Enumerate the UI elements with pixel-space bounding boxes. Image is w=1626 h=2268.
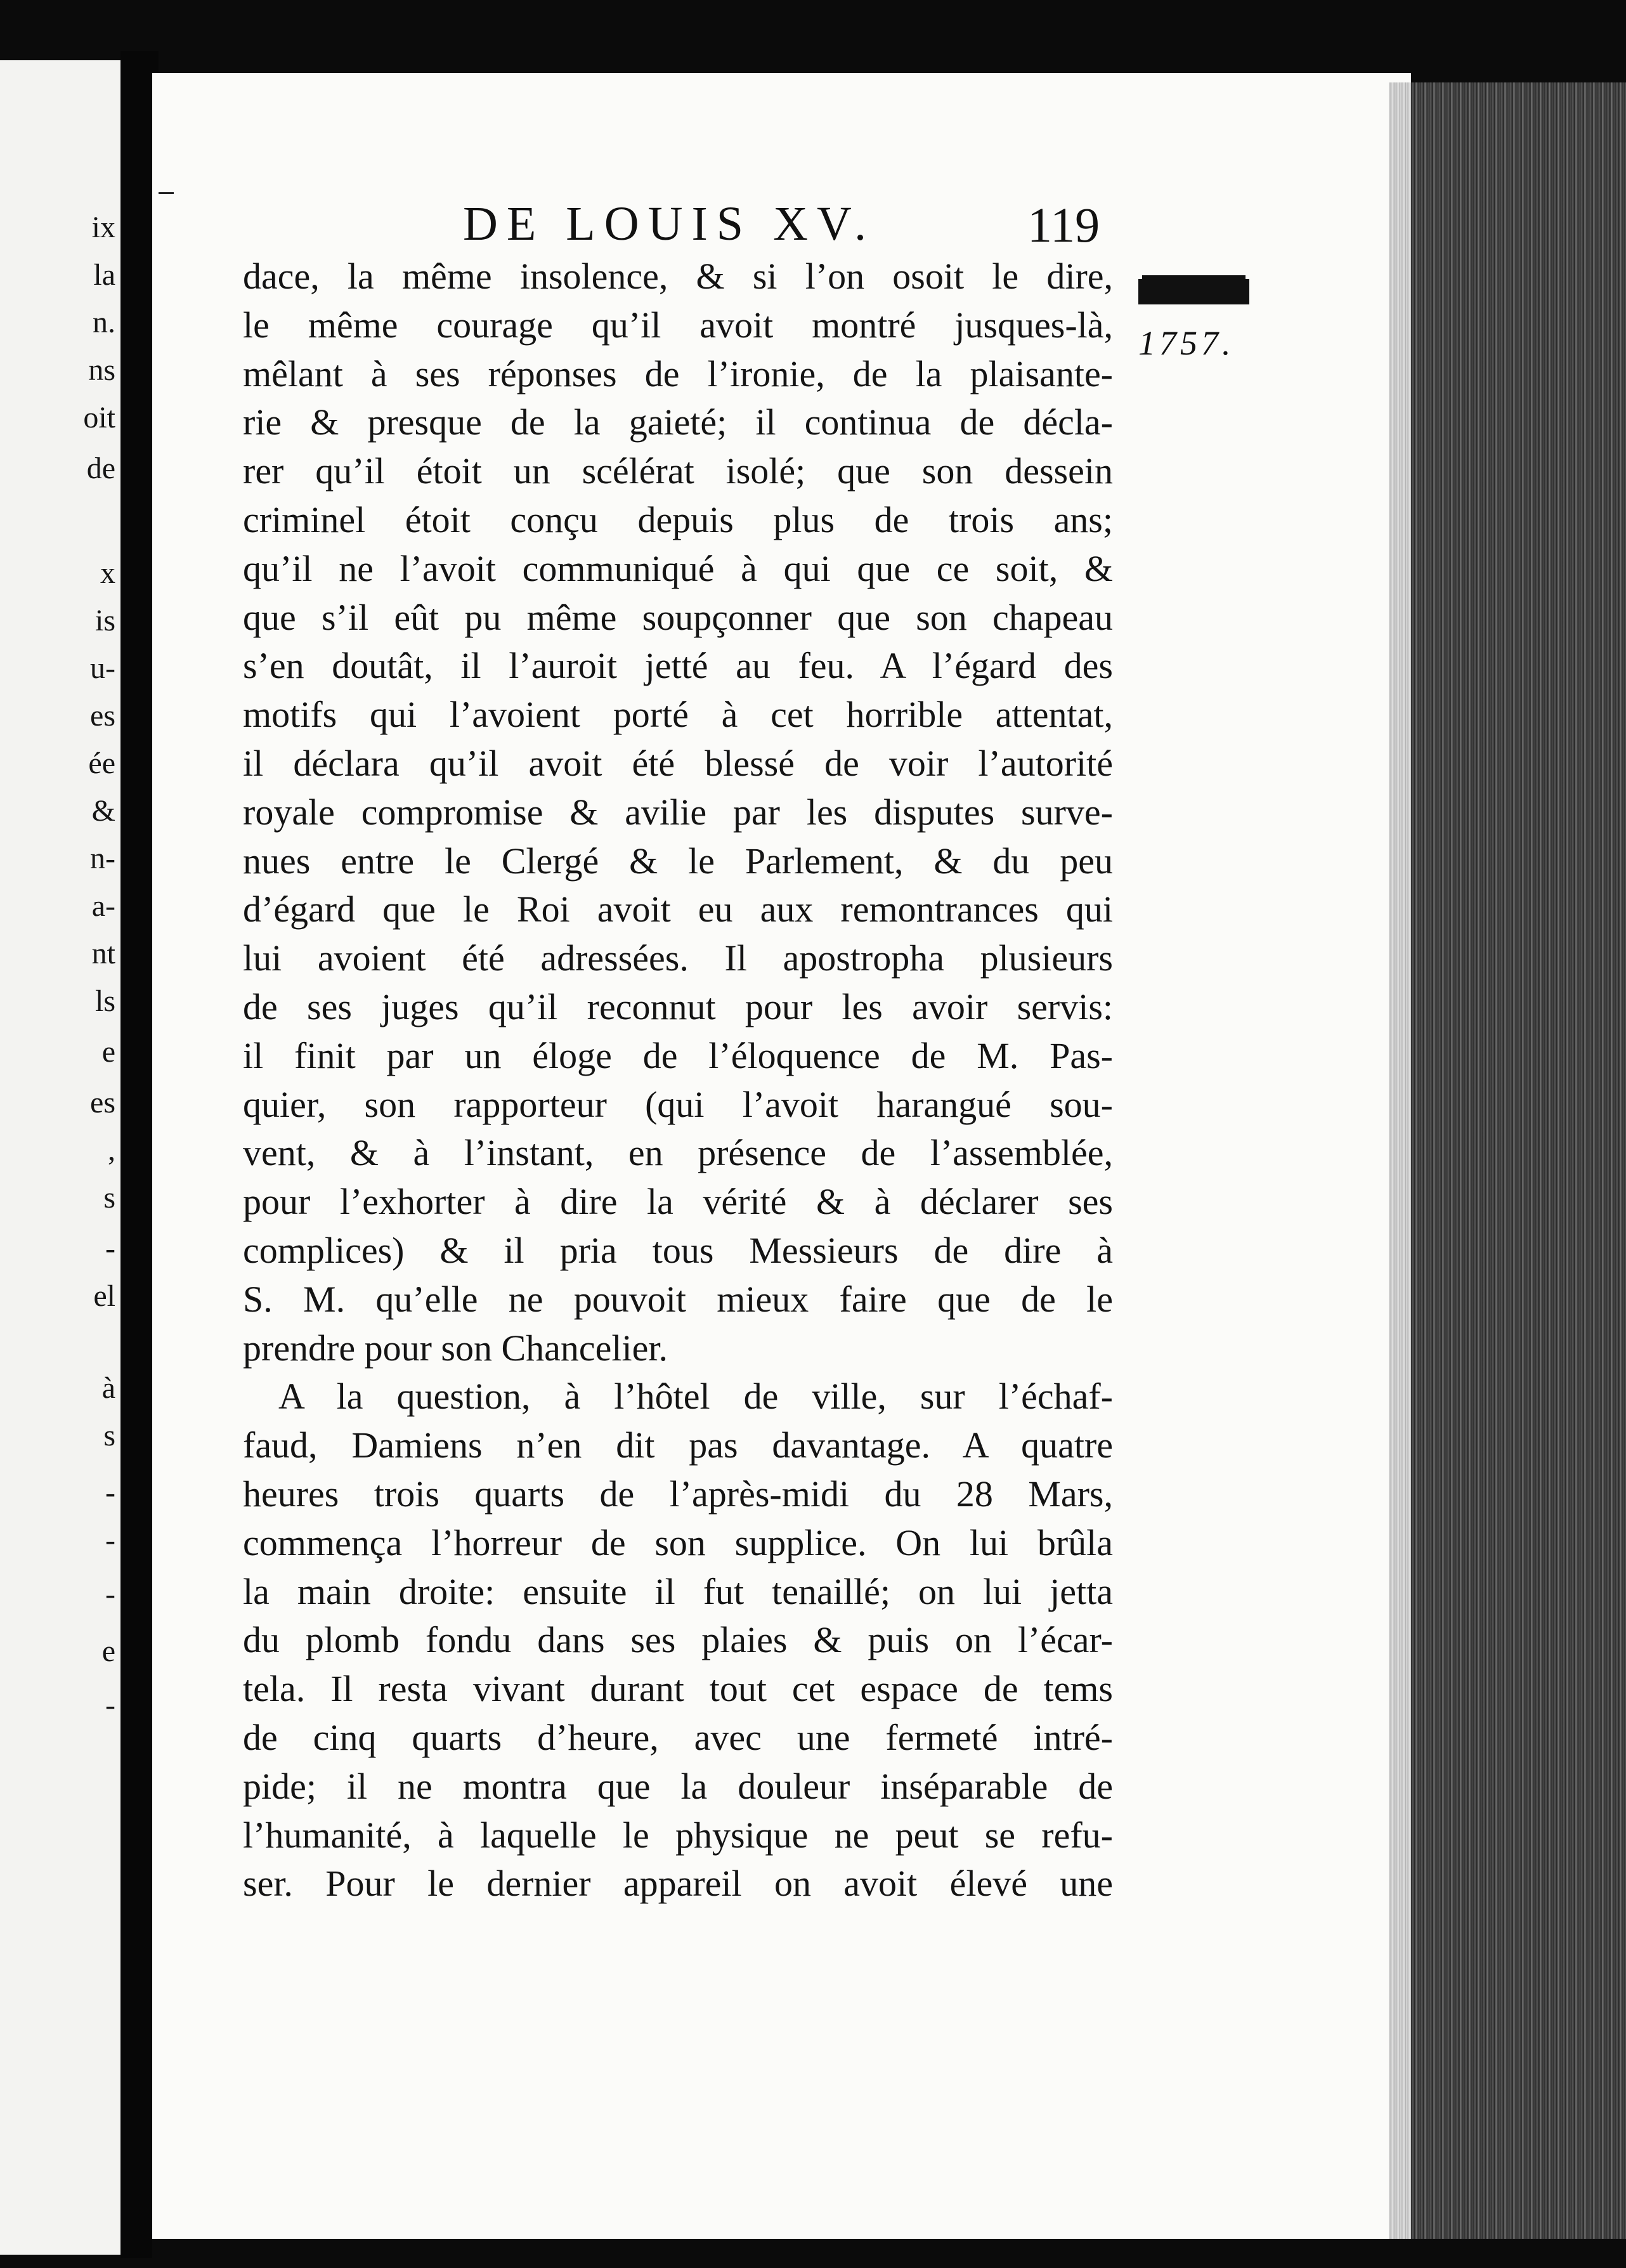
text-line: il déclara qu’il avoit été blessé de voir l’autorité [243, 742, 1113, 784]
left-page-text-fragment: ix [91, 211, 115, 244]
text-line: complices) & il pria tous Messieurs de dire à [243, 1229, 1113, 1271]
left-page-text-fragment: es [90, 1086, 115, 1119]
left-page-text-fragment: x [100, 556, 115, 590]
text-line: tela. Il resta vivant durant tout cet espace de tems [243, 1668, 1113, 1710]
text-line: d’égard que le Roi avoit eu aux remontrances qui [243, 889, 1113, 930]
left-page-text-fragment: n- [90, 842, 115, 875]
left-page-text-fragment: e [101, 1035, 115, 1069]
left-page-text-fragment: el [93, 1279, 115, 1313]
text-line: vent, & à l’instant, en présence de l’assemblée, [243, 1132, 1113, 1174]
left-page-text-fragment: ls [94, 984, 115, 1018]
text-line: pide; il ne montra que la douleur inséparable de [243, 1765, 1113, 1807]
left-page-text-fragment: oit [83, 401, 115, 434]
page-number: 119 [1027, 197, 1100, 252]
left-page-text-fragment: s [103, 1419, 115, 1452]
left-page-text-fragment: u- [90, 651, 115, 685]
left-page-text-fragment: a- [91, 889, 115, 923]
text-line: la main droite: ensuite il fut tenaillé; on lui jetta [243, 1570, 1113, 1612]
text-line: S. M. qu’elle ne pouvoit mieux faire que de le [243, 1278, 1113, 1320]
text-line: faud, Damiens n’en dit pas davantage. A quatre [243, 1424, 1113, 1466]
running-head: DE LOUIS XV. [463, 197, 876, 251]
left-page-text-fragment: & [91, 794, 115, 828]
left-page-text-fragment: - [105, 1577, 115, 1611]
text-line: dace, la même insolence, & si l’on osoit le dire, [243, 256, 1113, 297]
text-line: mêlant à ses réponses de l’ironie, de la plaisante- [243, 353, 1113, 394]
left-page-text-fragment: à [101, 1371, 115, 1405]
left-page-text-fragment: , [108, 1133, 115, 1167]
text-line: du plomb fondu dans ses plaies & puis on l’écar- [243, 1619, 1113, 1661]
text-line: s’en doutât, il l’auroit jetté au feu. A l’égard des [243, 645, 1113, 687]
text-line: A la question, à l’hôtel de ville, sur l’échaf- [278, 1376, 1113, 1418]
text-line: quier, son rapporteur (qui l’avoit harangué sou- [243, 1083, 1113, 1125]
left-page-text-fragment: - [105, 1232, 115, 1265]
left-page-text-fragment: la [93, 258, 115, 292]
left-page-text-fragment: ée [88, 746, 115, 780]
text-line: de cinq quarts d’heure, avec une fermeté intré- [243, 1716, 1113, 1758]
left-page-text-fragment: de [86, 452, 115, 485]
text-line: que s’il eût pu même soupçonner que son chapeau [243, 596, 1113, 638]
previous-page-fragment [0, 60, 124, 2255]
text-line: rie & presque de la gaieté; il continua de décla- [243, 401, 1113, 443]
left-page-text-fragment: n. [93, 306, 115, 339]
text-line: nues entre le Clergé & le Parlement, & du peu [243, 840, 1113, 882]
text-line: rer qu’il étoit un scélérat isolé; que son dessein [243, 450, 1113, 492]
text-line: il finit par un éloge de l’éloquence de M. Pas- [243, 1034, 1113, 1076]
text-line: commença l’horreur de son supplice. On lui brûla [243, 1522, 1113, 1563]
text-line: heures trois quarts de l’après-midi du 28 Mars, [243, 1473, 1113, 1515]
left-page-text-fragment: - [105, 1688, 115, 1722]
text-line: l’humanité, à laquelle le physique ne peut se refu- [243, 1814, 1113, 1856]
body-text [243, 252, 1113, 1908]
left-page-text-fragment: s [103, 1181, 115, 1215]
marginal-year: 1757. [1138, 324, 1235, 362]
ink-mark [159, 192, 174, 194]
left-page-text-fragment: - [105, 1523, 115, 1557]
text-line: lui avoient été adressées. Il apostropha plusieurs [243, 937, 1113, 979]
marginal-rule [1138, 279, 1249, 304]
left-page-text-fragment: - [105, 1476, 115, 1509]
text-line: royale compromise & avilie par les disputes surve- [243, 791, 1113, 833]
left-page-text-fragment: nt [91, 937, 115, 970]
text-line: ser. Pour le dernier appareil on avoit élevé une [243, 1863, 1113, 1905]
text-line: pour l’exhorter à dire la vérité & à déclarer ses [243, 1181, 1113, 1223]
text-line: qu’il ne l’avoit communiqué à qui que ce soit, & [243, 547, 1113, 589]
text-line: le même courage qu’il avoit montré jusques-là, [243, 304, 1113, 346]
text-line: de ses juges qu’il reconnut pour les avoir servis: [243, 986, 1113, 1027]
text-line: criminel étoit conçu depuis plus de trois ans; [243, 499, 1113, 540]
text-line: motifs qui l’avoient porté à cet horrible attentat, [243, 694, 1113, 736]
bottom-shadow [152, 2239, 1626, 2268]
page-block-fore-edge [1411, 82, 1626, 2255]
left-page-text-fragment: ns [88, 353, 115, 387]
text-line: prendre pour son Chancelier. [243, 1327, 668, 1369]
left-page-text-fragment: e [101, 1634, 115, 1668]
left-page-text-fragment: es [90, 699, 115, 733]
left-page-text-fragment: is [94, 604, 115, 637]
